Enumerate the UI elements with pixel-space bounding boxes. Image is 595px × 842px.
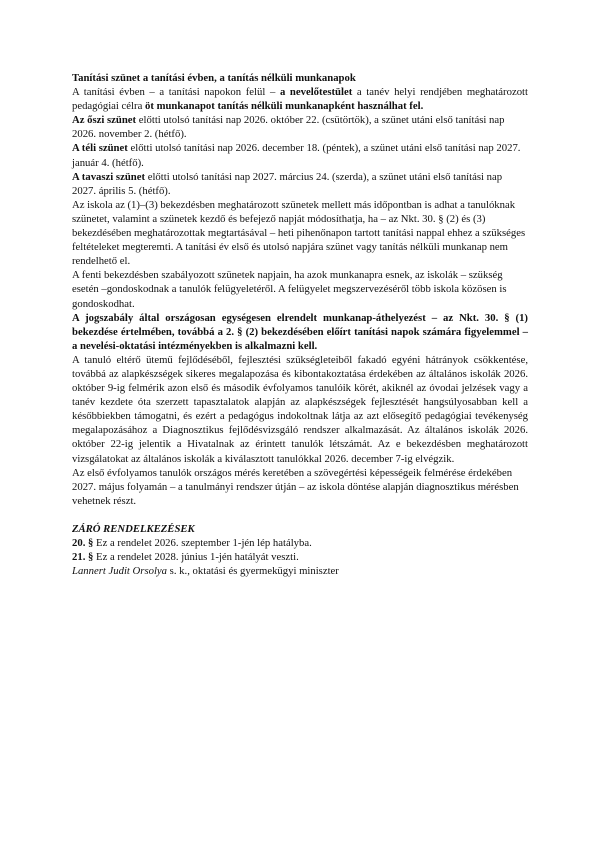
paragraph-workdays: A tanítási évben – a tanítási napokon felül – a nevelőtestület a tanév helyi rendjében meghatározott pedagógiai célra öt munkanapot tanítás nélküli munkanapként használhat fel.	[72, 86, 528, 113]
signature-line: Lannert Judit Orsolya s. k., oktatási és gyermekügyi miniszter	[72, 565, 339, 578]
paragraph-first-grade-assessment: Az első évfolyamos tanulók országos mérés keretében a szövegértési képességeik felmérése érdekében 2027. május folyamán – a tanulmányi rendszer útján – az iskola döntése alapján diagnosztikus mérésben vehetnek részt.	[72, 466, 519, 507]
document-page	[72, 71, 528, 578]
paragraph-supervision: A fenti bekezdésben szabályozott szünetek napjain, ha azok munkanapra esnek, az iskolák – szükség esetén –gondoskodnak a tanulók felügyeletéről. A felügyelet megszervezéséről több iskola közösen is gondoskodhat.	[72, 269, 507, 310]
emphasis-five-days: öt munkanapot tanítás nélküli munkanapként használhat fel.	[145, 100, 424, 113]
section-title: Tanítási szünet a tanítási évben, a tanítás nélküli munkanapok	[72, 72, 356, 84]
paragraph-autumn-break: Az őszi szünet előtti utolsó tanítási nap 2026. október 22. (csütörtök), a szünet utáni első tanítási nap 2026. november 2. (hétfő).	[72, 114, 505, 141]
paragraph-winter-break: A téli szünet előtti utolsó tanítási nap 2026. december 18. (péntek), a szünet utáni első tanítási nap 2027. január 4. (hétfő).	[72, 142, 521, 169]
paragraph-other-breaks: Az iskola az (1)–(3) bekezdésben meghatározott szünetek mellett más időpontban is adhat a tanulóknak szünetet, valamint a szünetek kezdő és befejező napját módosíthatja, ha – az Nkt. 30. § (2) és (3) bekezdésében meghatározottak megtartásával – heti pihenőnapon tartott tanítási nappal ehhez a szükséges feltételeket megteremti. A tanítási év első és utolsó napjára szünet vagy tanítás nélküli munkanap nem rendelhető el.	[72, 198, 526, 268]
paragraph-spring-break: A tavaszi szünet előtti utolsó tanítási nap 2027. március 24. (szerda), a szünet utáni első tanítási nap 2027. április 5. (hétfő).	[72, 170, 503, 197]
paragraph-workday-transfer: A jogszabály által országosan egységesen elrendelt munkanap-áthelyezést – az Nkt. 30. § (1) bekezdése értelmében, továbbá a 2. § (2) bekezdésében előírt tanítási napok számára figyelemmel – a nevelési-oktatási intézményekben is alkalmazni kell.	[72, 311, 528, 352]
emphasis-staff: a nevelőtestület	[279, 86, 353, 99]
closing-provisions-title: ZÁRÓ RENDELKEZÉSEK	[72, 522, 195, 535]
section-21: 21. § Ez a rendelet 2028. június 1-jén hatályát veszti.	[72, 551, 299, 564]
paragraph-diagnostics: A tanuló eltérő ütemű fejlődéséből, fejlesztési szükségleteiből fakadó egyéni hátrányok csökkentése, továbbá az alapkészségek sikeres megalapozása és kibontakoztatása érdekében az általános iskolák 2026. október 9-ig felmérik azon első és második évfolyamos tanulóik körét, akiknél az óvodai jelzések vagy a tanév kezdete óta szerzett tapasztalatok alapján az alapkészségek fejlesztését hangsúlyosabban kell a későbbiekben támogatni, és ezért a pedagógus indokoltnak látja az azt elősegítő pedagógiai tevékenység megalapozásához a Diagnosztikus fejlődésvizsgáló rendszer alkalmazását. Az általános iskolák 2026. október 22-ig jelentik a Hivatalnak az érintett tanulók létszámát. Az e bekezdésben meghatározott vizsgálatokat az általános iskolák a kiválasztott tanulókkal 2026. december 7-ig elvégzik.	[72, 353, 528, 465]
section-20: 20. § Ez a rendelet 2026. szeptember 1-jén lép hatályba.	[72, 537, 312, 549]
signer-name: Lannert Judit Orsolya	[72, 565, 167, 578]
